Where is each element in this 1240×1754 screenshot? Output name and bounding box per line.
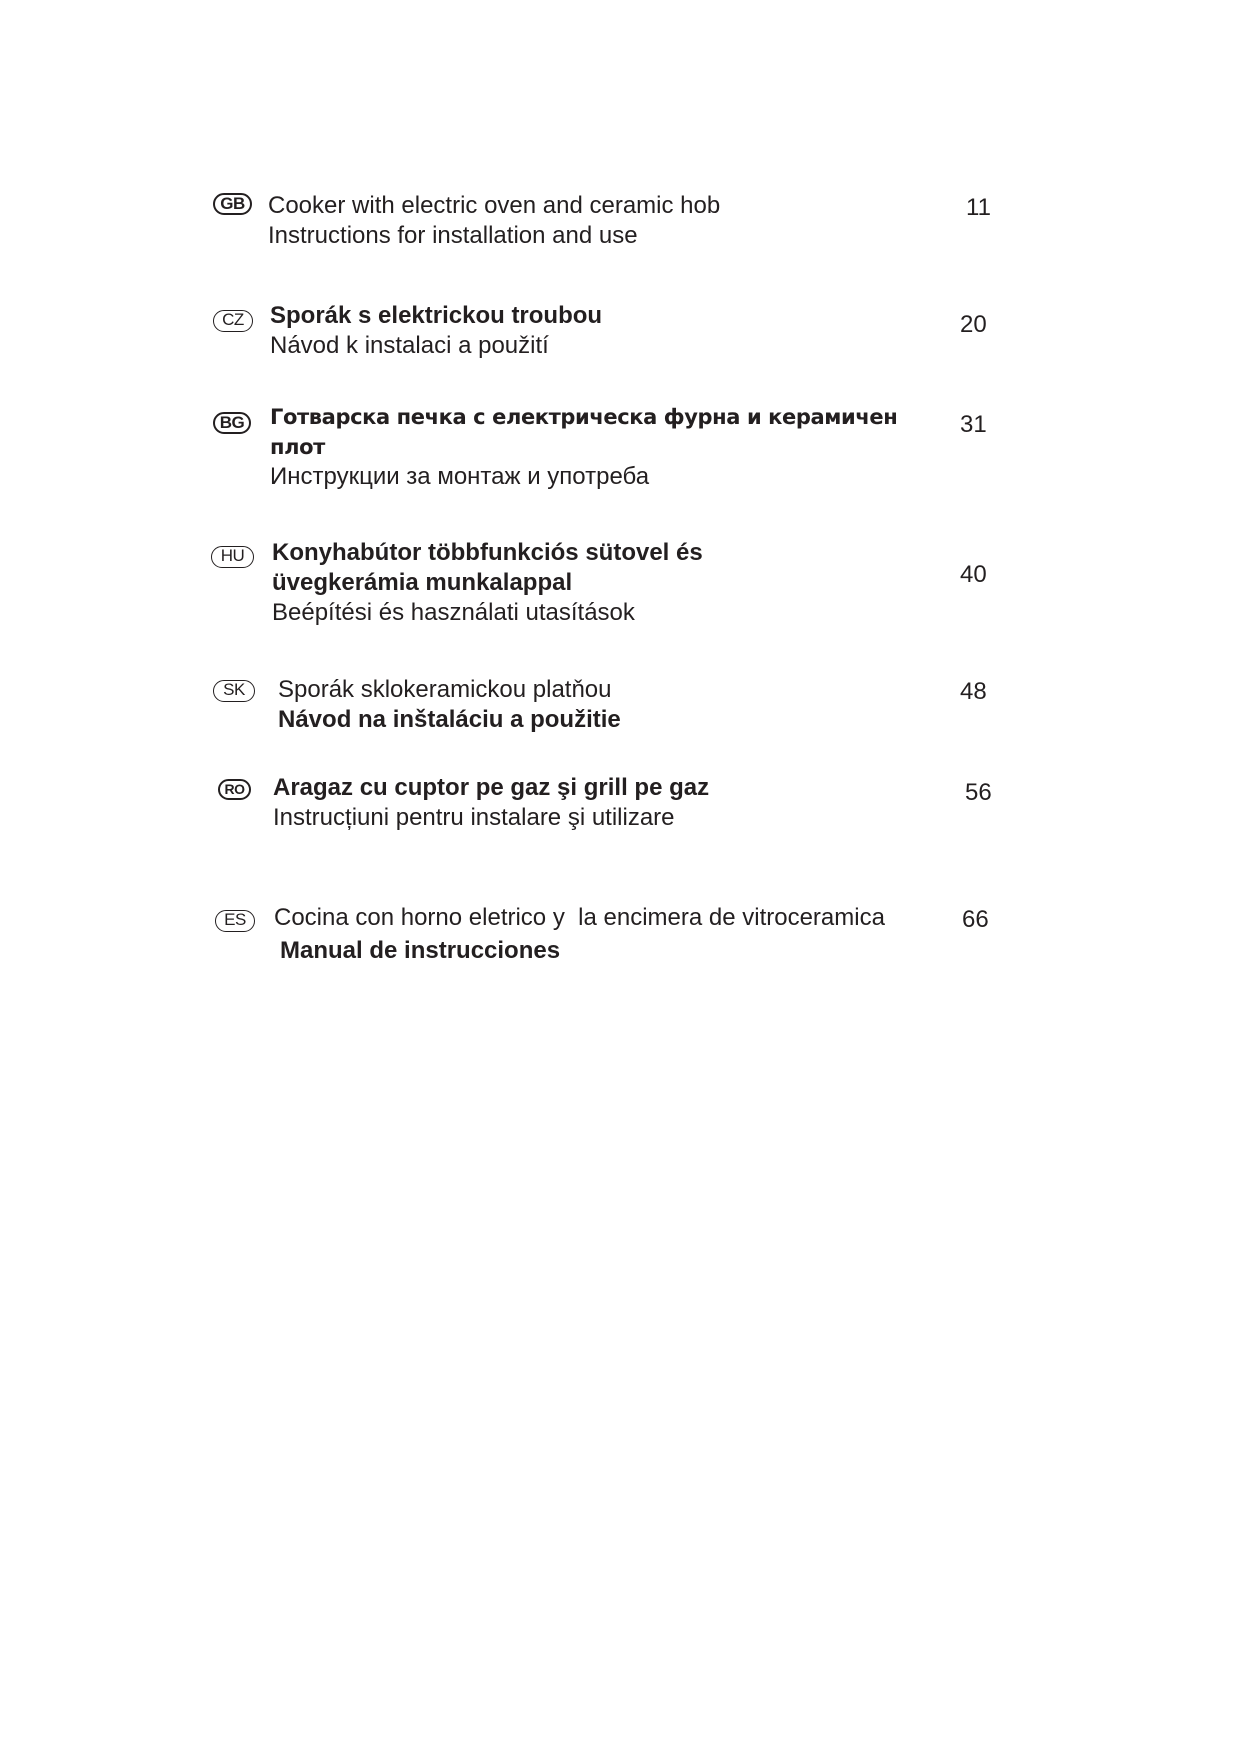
language-badge-es: ES	[215, 910, 255, 932]
toc-entry-subtitle: Instrucțiuni pentru instalare şi utilizare	[273, 804, 675, 831]
toc-entry-title-continued: üvegkerámia munkalappal	[272, 569, 573, 596]
toc-entry-text	[274, 903, 885, 966]
toc-entry-subtitle: Návod na inštaláciu a použitie	[278, 706, 621, 733]
language-badge-hu: HU	[211, 546, 254, 568]
language-badge-sk: SK	[213, 680, 255, 702]
toc-entry-title-continued: плот	[270, 435, 325, 459]
toc-page-number: 11	[966, 194, 991, 221]
toc-entry-subtitle: Návod k instalaci a použití	[270, 332, 549, 359]
toc-entry-title: Konyhabútor többfunkciós sütovel és	[272, 539, 703, 566]
toc-entry-subtitle: Beépítési és használati utasítások	[272, 599, 635, 626]
toc-entry-subtitle: Instructions for installation and use	[268, 222, 638, 249]
toc-page-number: 66	[962, 906, 989, 933]
toc-page-number: 48	[960, 678, 987, 705]
toc-entry-text	[278, 675, 621, 735]
toc-entry-title: Cooker with electric oven and ceramic hob	[268, 192, 721, 219]
language-badge-gb: GB	[213, 193, 252, 215]
toc-entry-text	[270, 402, 897, 492]
toc-entry-subtitle: Инструкции за монтаж и употреба	[270, 463, 650, 490]
toc-entry-text	[270, 301, 602, 361]
language-badge-ro: RO	[218, 779, 251, 800]
toc-entry-title: Готварска печка с електрическа фурна и керамичен	[270, 405, 898, 429]
toc-entry-title: Sporák s elektrickou troubou	[270, 302, 603, 329]
language-badge-bg: BG	[213, 412, 251, 434]
toc-entry-text	[273, 773, 709, 833]
language-badge-cz: CZ	[213, 310, 253, 332]
toc-page-number: 40	[960, 561, 987, 588]
toc-entry-title: Sporák sklokeramickou platňou	[278, 676, 612, 703]
toc-entry-title: Aragaz cu cuptor pe gaz şi grill pe gaz	[273, 774, 710, 801]
toc-entry-text	[268, 191, 720, 251]
toc-page-number: 56	[965, 779, 992, 806]
toc-page-number: 31	[960, 411, 987, 438]
toc-entry-title: Cocina con horno eletrico y la encimera de vitroceramica	[274, 904, 885, 931]
toc-page-number: 20	[960, 311, 987, 338]
toc-entry-subtitle: Manual de instrucciones	[280, 937, 561, 964]
toc-entry-text	[272, 538, 703, 628]
